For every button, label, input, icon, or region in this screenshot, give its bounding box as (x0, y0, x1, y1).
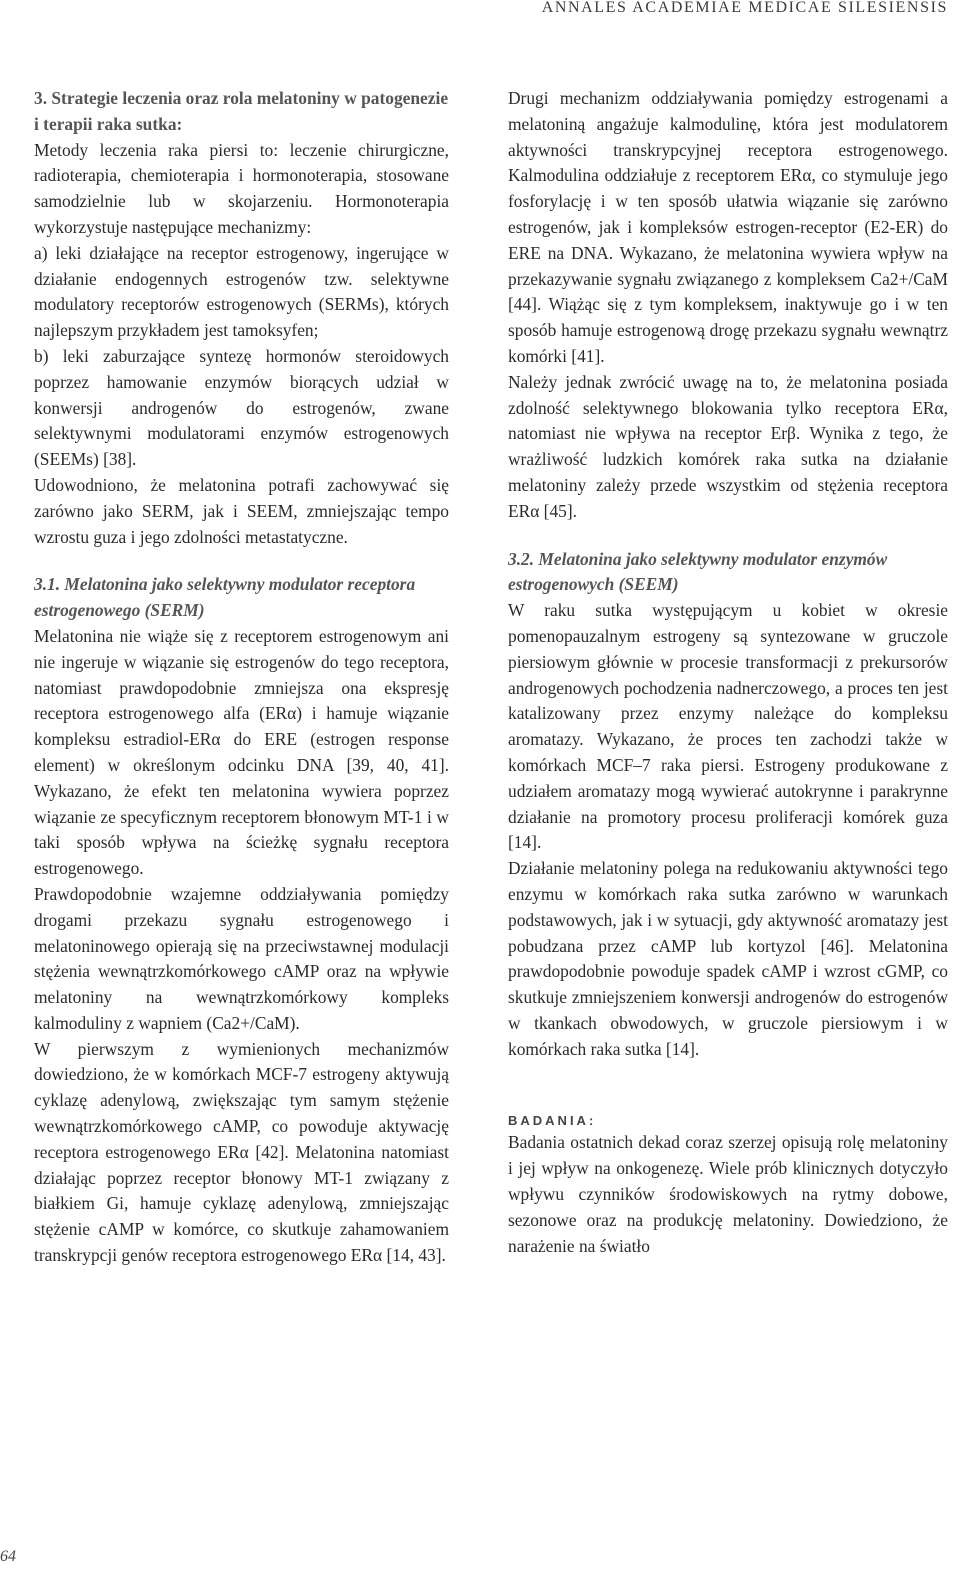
section-3-1-heading: 3.1. Melatonina jako selektywny modulator receptora estrogenowego (SERM) (34, 574, 416, 621)
badania-label: BADANIA: (508, 1113, 597, 1129)
paragraph: Należy jednak zwrócić uwagę na to, że melatonina posiada zdolność selektywnego blokowania tylko receptora ERα, natomiast nie wpływa na receptor Erβ. Wynika z tego, że wrażliwość ludzkich komórek raka sutka na działanie melatoniny zależy przede wszystkim od stężenia receptora ERα [45]. (508, 371, 948, 521)
spacer (508, 525, 948, 547)
paragraph: Prawdopodobnie wzajemne oddziaływania pomiędzy drogami przekazu sygnału estrogenowego i melatoninowego opierają się na przeciwstawnej modulacji stężenia wewnątrzkomórkowego cAMP oraz na wpływie melatoniny na wewnątrzkomórkowy kompleks kalmoduliny z wapniem (Ca2+/CaM). (34, 883, 449, 1033)
paragraph: Badania ostatnich dekad coraz szerzej opisują rolę melatoniny i jej wpływ na onkogenezę. Wiele prób klinicznych dotyczyło wpływu czynników środowiskowych na rytmy dobowe, sezonowe oraz na produkcję melatoniny. Dowiedziono, że narażenie na światło (508, 1132, 948, 1256)
left-column (34, 86, 449, 1269)
right-column (508, 86, 948, 1259)
spacer (508, 1062, 948, 1112)
paragraph: b) leki zaburzające syntezę hormonów steroidowych poprzez hamowanie enzymów biorących udział w konwersji androgenów do estrogenów, zwane selektywnymi modulatorami enzymów estrogenowych (SEEMs) [38]. (34, 345, 449, 470)
paragraph: a) leki działające na receptor estrogenowy, ingerujące w działanie endogennych estrogenów tzw. selektywne modulatory receptorów estrogenowych (SERMs), których najlepszym przykładem jest tamoksyfen; (34, 242, 449, 341)
paragraph: Działanie melatoniny polega na redukowaniu aktywności tego enzymu w komórkach raka sutka zarówno w warunkach podstawowych, jak i w sytuacji, gdy aktywność aromatazy jest pobudzana przez cAMP lub kortyzol [46]. Melatonina prawdopodobnie powoduje spadek cAMP i wzrost cGMP, co skutkuje zmniejszeniem konwersji androgenów do estrogenów w tkankach obwodowych, w gruczole piersiowym i w komórkach raka sutka [14]. (508, 858, 948, 1059)
journal-header: ANNALES ACADEMIAE MEDICAE SILESIENSIS (541, 0, 948, 16)
page-number: 64 (0, 1548, 16, 1565)
paragraph: Drugi mechanizm oddziaływania pomiędzy estrogenami a melatoniną angażuje kalmodulinę, która jest modulatorem aktywności transkrypcyjnej receptora estrogenowego. Kalmodulina oddziałuje z receptorem ERα, co stymuluje jego fosforylację i w ten sposób ułatwia wiązanie się zarówno estrogenów, jak i kompleksów estrogen-receptor (E2-ER) do ERE na DNA. Wykazano, że melatonina wywiera wpływ na przekazywanie sygnału związanego z kompleksem Ca2+/CaM [44]. Wiążąc się z tym kompleksem, inaktywuje go i w ten sposób hamuje estrogenową drogę przekazu sygnału wewnątrz komórki [41]. (508, 88, 948, 366)
section-3-heading: 3. Strategie leczenia oraz rola melatoniny w patogenezie i terapii raka sutka: (34, 88, 449, 134)
section-3-2-heading: 3.2. Melatonina jako selektywny modulator enzymów estrogenowych (SEEM) (508, 548, 888, 595)
paragraph: Metody leczenia raka piersi to: leczenie chirurgiczne, radioterapia, chemioterapia i hormonoterapia, stosowane samodzielnie lub w skojarzeniu. Hormonoterapia wykorzystuje następujące mechanizmy: (34, 139, 449, 237)
paragraph: W raku sutka występującym u kobiet w okresie pomenopauzalnym estrogeny są syntezowane w gruczole piersiowym głównie w procesie transformacji z prekursorów androgenowych pochodzenia nadnerczowego, a proces ten jest katalizowany przez enzymy należące do kompleksu aromatazy. Wykazano, że proces ten zachodzi także w komórkach MCF–7 raka piersi. Estrogeny produkowane z udziałem aromatazy mogą wywierać autokrynne i parakrynne działanie na promotory procesu proliferacji komórek guza [14]. (508, 600, 948, 853)
spacer (34, 550, 449, 572)
paragraph: W pierwszym z wymienionych mechanizmów dowiedziono, że w komórkach MCF-7 estrogeny aktywują cyklazę adenylową, zwiększając tym samym stężenie wewnątrzkomórkowego cAMP, co powoduje aktywację receptora estrogenowego ERα [42]. Melatonina natomiast działając poprzez receptor błonowy MT-1 związany z białkiem Gi, hamuje cyklazę adenylową, zmniejszając stężenie cAMP w komórce, co skutkuje zahamowaniem transkrypcji genów receptora estrogenowego ERα [14, 43]. (34, 1038, 449, 1266)
paragraph: Udowodniono, że melatonina potrafi zachowywać się zarówno jako SERM, jak i SEEM, zmniejszając tempo wzrostu guza i jego zdolności metastatyczne. (34, 474, 449, 547)
paragraph: Melatonina nie wiąże się z receptorem estrogenowym ani nie ingeruje w wiązanie się estrogenów do tego receptora, natomiast prawdopodobnie zmniejsza ona ekspresję receptora estrogenowego alfa (ERα) i hamuje wiązanie kompleksu estradiol-ERα do ERE (estrogen response element) w określonym odcinku DNA [39, 40, 41]. Wykazano, że efekt ten melatonina wywiera poprzez wiązanie ze specyficznym receptorem błonowym MT-1 i w taki sposób wpływa na ścieżkę sygnału receptora estrogenowego. (34, 625, 449, 879)
